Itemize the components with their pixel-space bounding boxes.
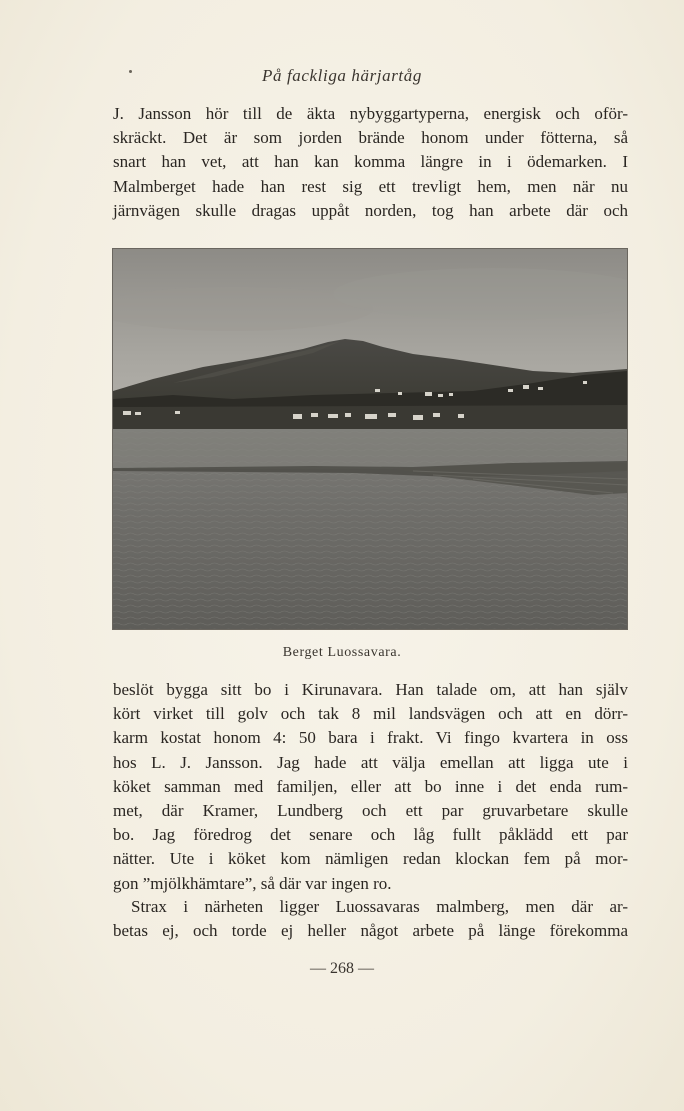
text-line: met, där Kramer, Lundberg och ett par gruvarbetare skulle — [113, 801, 628, 821]
text-line: järnvägen skulle dragas uppåt norden, tog han arbete där och — [113, 200, 628, 220]
text-line: J. Jansson hör till de äkta nybyggartyperna, energisk och oför- — [113, 104, 628, 123]
text-line: köket samman med familjen, eller att bo inne i det enda rum- — [113, 776, 628, 796]
running-head: På fackliga härjartåg — [262, 66, 422, 85]
text-line: karm kostat honom 4: 50 bara i frakt. Vi fingo kvartera in oss — [113, 728, 628, 748]
text-line: Malmberget hade han rest sig ett trevligt hem, men när nu — [113, 176, 628, 196]
paragraph-1 — [113, 102, 628, 223]
paragraph-3 — [113, 895, 628, 943]
paragraph-2 — [113, 678, 628, 896]
photograph-luossavara — [112, 248, 628, 630]
text-line: Strax i närheten ligger Luossavaras malmberg, men där ar- — [131, 897, 628, 916]
text-line: nätter. Ute i köket kom nämligen redan klockan fem på mor- — [113, 849, 628, 869]
text-line: bo. Jag föredrog det senare och låg fullt påklädd ett par — [113, 825, 628, 845]
text-line: snart han vet, att han kan komma längre in i ödemarken. I — [113, 152, 628, 172]
text-line: skräckt. Det är som jorden brände honom under fötterna, så — [113, 128, 628, 148]
text-line: beslöt bygga sitt bo i Kirunavara. Han talade om, att han själv — [113, 680, 628, 699]
text-line: kört virket till golv och tak 8 mil landsvägen och att en dörr- — [113, 704, 628, 724]
text-line: gon ”mjölkhämtare”, så där var ingen ro. — [113, 873, 392, 893]
figure-caption: Berget Luossavara. — [282, 645, 402, 660]
text-line: hos L. J. Jansson. Jag hade att välja emellan att ligga ute i — [113, 752, 628, 772]
text-line: betas ej, och torde ej heller något arbete på länge förekomma — [113, 921, 628, 941]
page-number: — 268 — — [310, 960, 374, 977]
